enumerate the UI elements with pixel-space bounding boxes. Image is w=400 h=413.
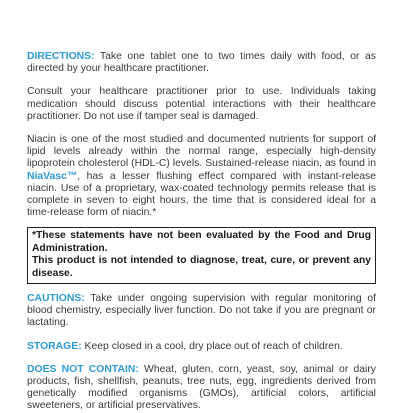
does-not-contain-heading: DOES NOT CONTAIN: — [27, 363, 139, 375]
storage-text: Keep closed in a cool, dry place out of reach of children. — [81, 340, 343, 352]
directions-paragraph — [27, 51, 376, 75]
consult-paragraph: Consult your healthcare practitioner prior to use. Individuals taking medication should discuss potential interactions with their healthcare practitioner. Do not use if tamper seal is damaged. — [27, 86, 376, 122]
cautions-heading: CAUTIONS: — [27, 293, 85, 305]
directions-heading: DIRECTIONS: — [27, 51, 95, 62]
supplement-label-panel — [27, 51, 376, 413]
does-not-contain-text: Wheat, gluten, corn, yeast, soy, animal or dairy products, fish, shellfish, peanuts, tree nuts, egg, ingredients derived from genetically modified organisms (GMOs), artificial colors, artificial sweeteners, or artificial preservatives. — [27, 363, 376, 412]
storage-heading: STORAGE: — [27, 340, 82, 352]
cautions-paragraph — [27, 293, 376, 330]
niacin-paragraph — [27, 134, 376, 219]
storage-paragraph — [27, 341, 376, 353]
cautions-text: Take under ongoing supervision with regular monitoring of blood chemistry, especially liver function. Do not take if you are pregnant or lactating. — [27, 293, 376, 329]
fda-disclaimer-box — [27, 227, 376, 284]
niacin-text-after: , has a lesser flushing effect compared with instant-release niacin. Use of a proprietary, wax-coated technology permits release that is complete in seven to eight hours, the time that is considered ideal for a time-release form of niacin.* — [27, 170, 376, 219]
fda-disclaimer-line-2: This product is not intended to diagnose, treat, cure, or prevent any disease. — [32, 255, 371, 279]
niavasc-brand: NiaVasc™ — [27, 170, 78, 182]
niacin-text-before: Niacin is one of the most studied and documented nutrients for support of lipid levels already within the normal range, especially high-density lipoprotein cholesterol (HDL-C) levels. Sustained-release niacin, as found in — [27, 134, 376, 170]
directions-text: Take one tablet one to two times daily with food, or as directed by your healthcare practitioner. — [27, 51, 376, 75]
does-not-contain-paragraph — [27, 364, 376, 413]
fda-disclaimer-line-1: *These statements have not been evaluated by the Food and Drug Administration. — [32, 230, 371, 254]
